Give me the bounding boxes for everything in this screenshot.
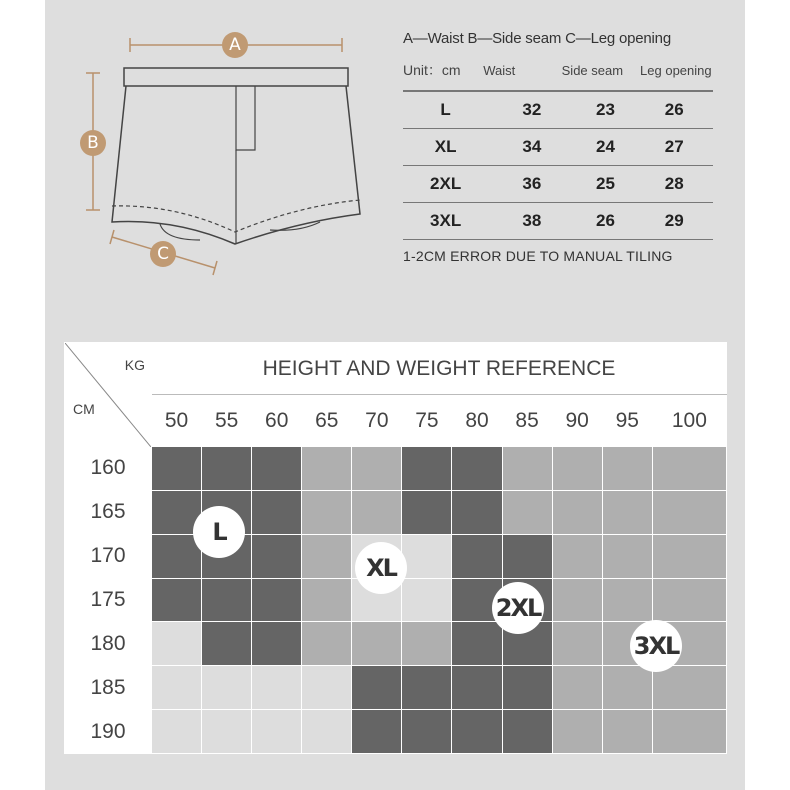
height-row — [65, 622, 727, 666]
size-zone-cell — [302, 666, 352, 710]
size-zone-cell — [602, 578, 652, 622]
height-row — [65, 447, 727, 491]
height-row — [65, 490, 727, 534]
size-zone-cell — [302, 447, 352, 491]
shorts-diagram — [0, 0, 790, 300]
size-zone-cell — [202, 666, 252, 710]
size-zone-cell — [652, 710, 726, 754]
size-badge: XL — [355, 542, 407, 594]
weight-header: 75 — [402, 395, 452, 447]
unit-label: Unit：cm — [403, 62, 461, 78]
side-seam-header: Side seam — [561, 62, 624, 78]
size-zone-cell — [302, 622, 352, 666]
spec-row — [403, 92, 713, 129]
height-row — [65, 666, 727, 710]
side-seam-cell: 25 — [596, 174, 615, 193]
size-zone-cell — [402, 622, 452, 666]
size-zone-cell — [602, 534, 652, 578]
axis-corner — [65, 343, 152, 447]
size-zone-cell — [402, 490, 452, 534]
weight-header: 95 — [602, 395, 652, 447]
cm-label: CM — [73, 401, 95, 417]
size-zone-cell — [302, 534, 352, 578]
size-zone-cell — [202, 710, 252, 754]
height-header: 170 — [65, 534, 152, 578]
size-cell: 2XL — [430, 174, 462, 193]
size-zone-cell — [602, 490, 652, 534]
spec-header-row — [403, 50, 713, 92]
size-zone-cell — [552, 447, 602, 491]
size-zone-cell — [352, 447, 402, 491]
size-zone-cell — [452, 534, 502, 578]
weight-header: 55 — [202, 395, 252, 447]
size-cell: 3XL — [430, 211, 462, 230]
waist-cell: 36 — [522, 174, 542, 193]
spec-row — [403, 166, 713, 203]
size-zone-cell — [552, 666, 602, 710]
size-zone-cell — [602, 447, 652, 491]
size-zone-cell — [252, 534, 302, 578]
measurement-legend: A—Waist B—Side seam C—Leg opening — [403, 30, 671, 47]
height-header: 190 — [65, 710, 152, 754]
leg-opening-header: Leg opening — [640, 62, 712, 78]
size-zone-cell — [252, 490, 302, 534]
size-zone-cell — [502, 666, 552, 710]
weight-header: 65 — [302, 395, 352, 447]
side-seam-cell: 24 — [596, 137, 615, 156]
size-zone-cell — [202, 622, 252, 666]
size-zone-cell — [452, 622, 502, 666]
height-header: 185 — [65, 666, 152, 710]
size-zone-cell — [552, 490, 602, 534]
marker-b: B — [80, 130, 106, 156]
size-cell: XL — [434, 137, 457, 156]
size-zone-cell — [652, 490, 726, 534]
size-zone-cell — [552, 710, 602, 754]
size-zone-cell — [152, 447, 202, 491]
size-badge: 3XL — [630, 620, 682, 672]
height-header: 180 — [65, 622, 152, 666]
weight-header: 70 — [352, 395, 402, 447]
marker-c: C — [150, 241, 176, 267]
size-zone-cell — [652, 447, 726, 491]
size-zone-cell — [552, 534, 602, 578]
size-zone-cell — [402, 710, 452, 754]
size-zone-cell — [352, 490, 402, 534]
side-seam-cell: 23 — [596, 100, 615, 119]
size-zone-cell — [652, 666, 726, 710]
size-zone-cell — [302, 490, 352, 534]
height-row — [65, 710, 727, 754]
size-zone-cell — [252, 710, 302, 754]
size-zone-cell — [402, 534, 452, 578]
size-zone-cell — [402, 666, 452, 710]
height-header: 160 — [65, 447, 152, 491]
size-zone-cell — [452, 710, 502, 754]
size-zone-cell — [502, 490, 552, 534]
size-zone-cell — [152, 710, 202, 754]
size-zone-cell — [152, 622, 202, 666]
waist-header: Waist — [483, 62, 516, 78]
size-zone-cell — [502, 710, 552, 754]
reference-title: HEIGHT AND WEIGHT REFERENCE — [152, 343, 727, 395]
size-zone-cell — [352, 710, 402, 754]
shorts-illustration — [0, 0, 400, 300]
size-zone-cell — [452, 666, 502, 710]
size-zone-cell — [202, 578, 252, 622]
weight-header: 85 — [502, 395, 552, 447]
spec-row — [403, 129, 713, 166]
leg-opening-cell: 29 — [664, 211, 684, 230]
size-zone-cell — [402, 578, 452, 622]
size-zone-cell — [602, 710, 652, 754]
size-zone-cell — [552, 578, 602, 622]
weight-header: 90 — [552, 395, 602, 447]
size-badge: 2XL — [492, 582, 544, 634]
waist-cell: 38 — [522, 211, 542, 230]
weight-header: 60 — [252, 395, 302, 447]
size-zone-cell — [602, 666, 652, 710]
size-zone-cell — [252, 578, 302, 622]
size-zone-cell — [152, 578, 202, 622]
height-header: 175 — [65, 578, 152, 622]
size-zone-cell — [302, 710, 352, 754]
size-zone-cell — [302, 578, 352, 622]
size-zone-cell — [402, 447, 452, 491]
size-zone-cell — [502, 447, 552, 491]
waist-cell: 34 — [522, 137, 542, 156]
leg-opening-cell: 26 — [664, 100, 684, 119]
marker-a: A — [222, 32, 248, 58]
size-zone-cell — [202, 447, 252, 491]
size-zone-cell — [352, 622, 402, 666]
size-zone-cell — [652, 578, 726, 622]
leg-opening-cell: 28 — [664, 174, 684, 193]
size-zone-cell — [152, 666, 202, 710]
leg-opening-cell: 27 — [664, 137, 684, 156]
size-badge: L — [193, 506, 245, 558]
size-spec-table — [403, 28, 713, 264]
weight-header: 100 — [652, 395, 726, 447]
size-zone-cell — [502, 534, 552, 578]
side-seam-cell: 26 — [596, 211, 615, 230]
size-zone-cell — [352, 666, 402, 710]
weight-header: 50 — [152, 395, 202, 447]
size-zone-cell — [552, 622, 602, 666]
tolerance-note: 1-2CM ERROR DUE TO MANUAL TILING — [403, 248, 673, 264]
size-zone-cell — [252, 622, 302, 666]
size-zone-cell — [252, 666, 302, 710]
kg-label: KG — [124, 357, 145, 373]
weight-header: 80 — [452, 395, 502, 447]
size-zone-cell — [652, 534, 726, 578]
height-header: 165 — [65, 490, 152, 534]
size-zone-cell — [452, 447, 502, 491]
spec-row — [403, 203, 713, 240]
size-zone-cell — [452, 490, 502, 534]
waist-cell: 32 — [522, 100, 542, 119]
size-zone-cell — [252, 447, 302, 491]
size-cell: L — [440, 100, 451, 119]
